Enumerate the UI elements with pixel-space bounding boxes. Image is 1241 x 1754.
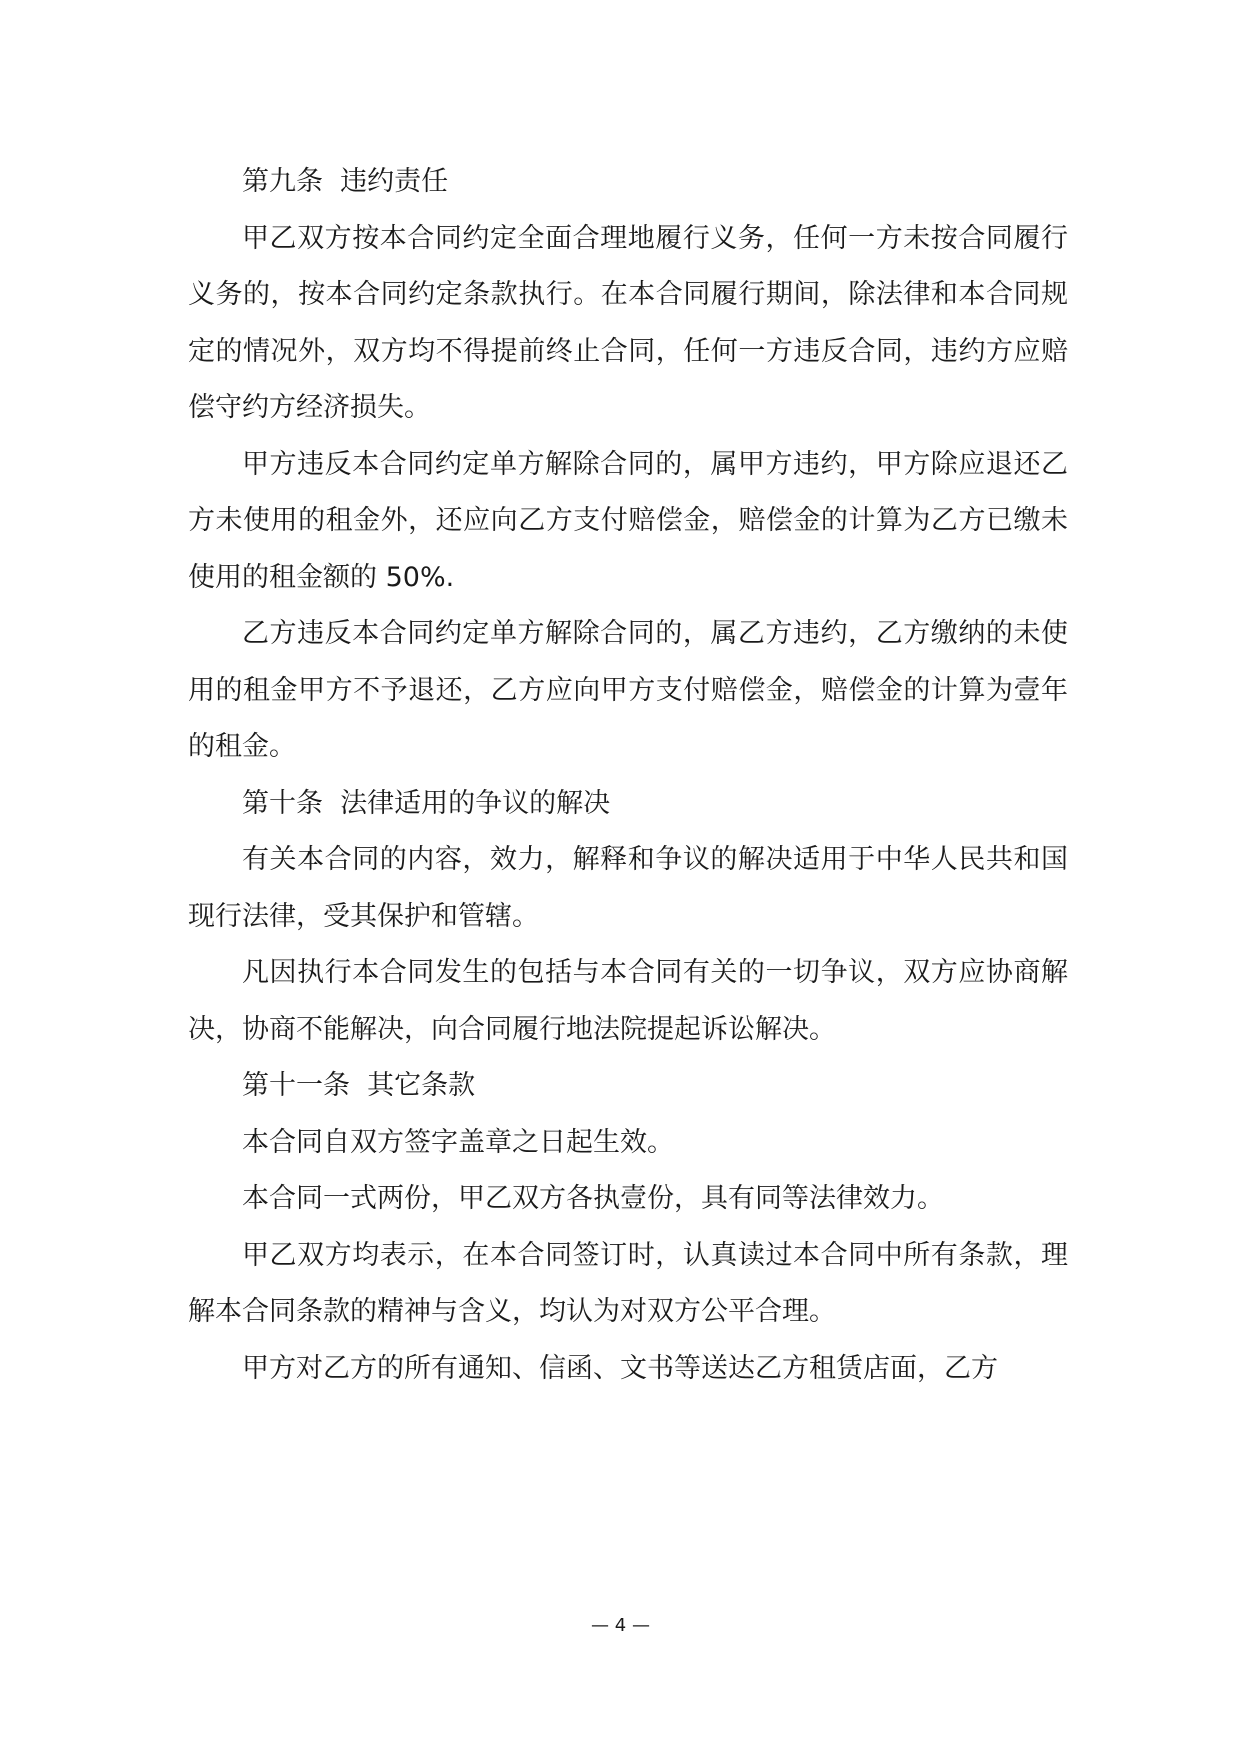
article-heading-9: 第九条 违约责任	[242, 166, 449, 197]
article-heading-10: 第十条 法律适用的争议的解决	[242, 787, 611, 819]
page-number: — 4 —	[591, 1615, 650, 1636]
paragraph: 甲方对乙方的所有通知、信函、文书等送达乙方租赁店面，乙方	[242, 1352, 998, 1384]
paragraph: 本合同一式两份，甲乙双方各执壹份，具有同等法律效力。	[242, 1183, 944, 1214]
paragraph: 甲方违反本合同约定单方解除合同的，属甲方违约，甲方除应退还乙方未使用的租金外，还应向乙方支付赔偿金，赔偿金的计算为乙方已缴未使用的租金额的 50%.	[188, 448, 1068, 593]
document-body	[188, 154, 1068, 1397]
paragraph: 甲乙双方按本合同约定全面合理地履行义务，任何一方未按合同履行义务的，按本合同约定条款执行。在本合同履行期间，除法律和本合同规定的情况外，双方均不得提前终止合同，任何一方违反合同，违约方应赔偿守约方经济损失。	[188, 222, 1068, 423]
paragraph: 凡因执行本合同发生的包括与本合同有关的一切争议，双方应协商解决，协商不能解决，向合同履行地法院提起诉讼解决。	[188, 957, 1068, 1045]
paragraph: 乙方违反本合同约定单方解除合同的，属乙方违约，乙方缴纳的未使用的租金甲方不予退还，乙方应向甲方支付赔偿金，赔偿金的计算为壹年的租金。	[188, 618, 1068, 762]
paragraph: 本合同自双方签字盖章之日起生效。	[242, 1126, 674, 1158]
paragraph: 有关本合同的内容，效力，解释和争议的解决适用于中华人民共和国现行法律，受其保护和管辖。	[188, 844, 1068, 932]
article-heading-11: 第十一条 其它条款	[242, 1070, 476, 1101]
paragraph: 甲乙双方均表示，在本合同签订时，认真读过本合同中所有条款，理解本合同条款的精神与含义，均认为对双方公平合理。	[188, 1239, 1068, 1327]
